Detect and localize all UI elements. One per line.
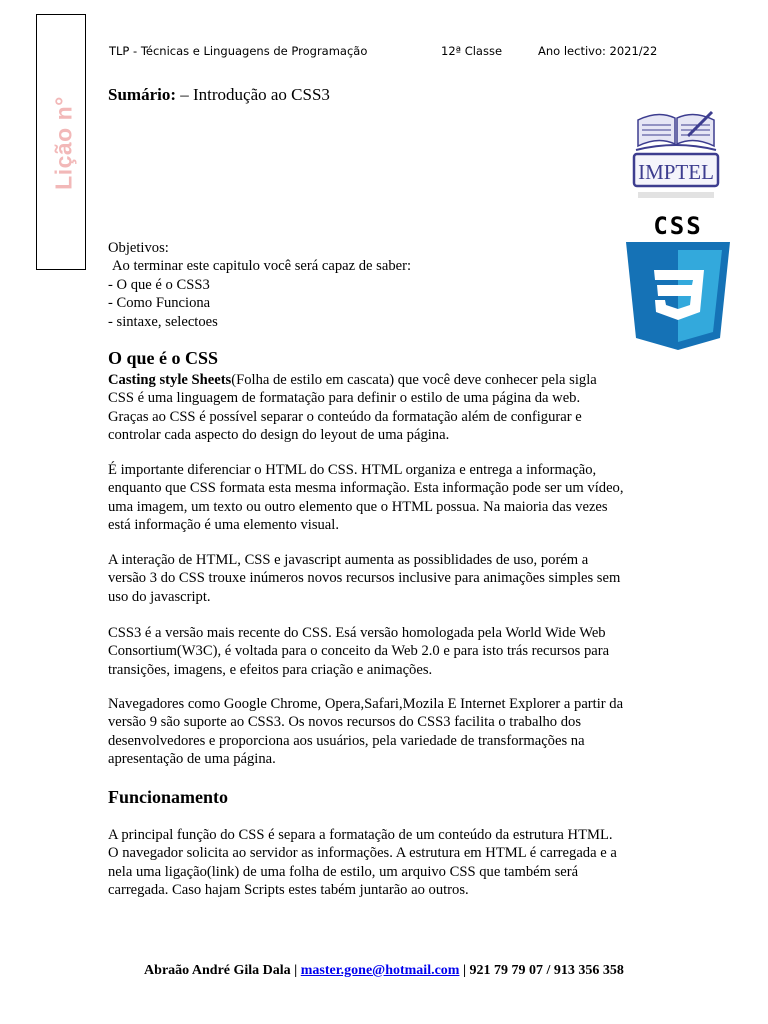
objective-item: - Como Funciona: [108, 295, 211, 312]
paragraph: [108, 461, 668, 535]
css-logo-text: CSS: [653, 212, 703, 240]
paragraph: [108, 826, 668, 900]
paragraph: [108, 371, 668, 445]
text-line: uma imagem, um texto ou outro elemento que o HTML possua. Na maioria das vezes: [108, 498, 608, 515]
text-line: carregada. Caso hajam Scripts estes tabém juntarão ao outros.: [108, 882, 469, 899]
text-line: desenvolvedores e proporciona aos usuários, pela variedade de transformações na: [108, 732, 585, 749]
text-line: versão 3 do CSS trouxe inúmeros novos recursos inclusive para animações simples sem: [108, 570, 621, 587]
paragraph: [108, 695, 668, 769]
imptel-logo-text: IMPTEL: [638, 160, 714, 184]
text-line: O navegador solicita ao servidor as informações. A estrutura em HTML é carregada e a: [108, 845, 617, 862]
imptel-logo-icon: [628, 108, 724, 204]
lesson-number-label: Lição n°: [50, 96, 77, 190]
text-line: CSS é uma linguagem de formatação para definir o estilo de uma página da web.: [108, 390, 581, 407]
text-line: apresentação de uma página.: [108, 751, 276, 768]
text-line: Consortium(W3C), é voltada para o conceito da Web 2.0 e para isto trás recursos para: [108, 643, 610, 660]
paragraph: [108, 551, 668, 606]
text-line: (Folha de estilo em cascata) que você deve conhecer pela sigla: [231, 372, 597, 388]
text-line: versão 9 são suporte ao CSS3. Os novos recursos do CSS3 facilita o trabalho dos: [108, 714, 582, 731]
summary-text: – Introdução ao CSS3: [180, 85, 330, 104]
text-line: Graças ao CSS é possível separar o conteúdo da formatação além de configurar e: [108, 408, 582, 425]
summary-line: [108, 85, 330, 105]
objectives-title: Objetivos:: [108, 240, 169, 256]
phone-numbers: | 921 79 79 07 / 913 356 358: [459, 963, 624, 978]
class-level: 12ª Classe: [441, 44, 503, 58]
objectives-intro: Ao terminar este capitulo você será capaz de saber:: [112, 258, 412, 275]
school-year: Ano lectivo: 2021/22: [538, 44, 658, 58]
objective-item: - sintaxe, selectoes: [108, 313, 218, 330]
text-line: nela uma ligação(link) de uma folha de estilo, um arquivo CSS que também será: [108, 863, 579, 880]
text-line: controlar cada aspecto do design do leyout de uma página.: [108, 427, 450, 444]
course-name: TLP - Técnicas e Linguagens de Programação: [109, 44, 368, 58]
author-name: Abraão André Gila Dala |: [144, 963, 301, 978]
text-line: transições, imagens, e efeitos para criação e animações.: [108, 661, 433, 678]
text-line: A interação de HTML, CSS e javascript aumenta as possiblidades de uso, porém a: [108, 552, 589, 568]
text-line: A principal função do CSS é separa a formatação de um conteúdo da estrutura HTML.: [108, 827, 613, 843]
objective-item: - O que é o CSS3: [108, 276, 210, 293]
text-line: está informação é uma elemento visual.: [108, 517, 339, 534]
section-heading-funcionamento: Funcionamento: [108, 787, 229, 807]
text-line: CSS3 é a versão mais recente do CSS. Esá versão homologada pela World Wide Web: [108, 625, 606, 641]
text-line: uso do javascript.: [108, 588, 211, 605]
text-line: É importante diferenciar o HTML do CSS. HTML organiza e entrega a informação,: [108, 462, 597, 478]
page-footer: [0, 963, 768, 979]
paragraph: [108, 624, 668, 679]
objectives-block: [108, 239, 411, 331]
email-link[interactable]: master.gone@hotmail.com: [300, 963, 460, 978]
section-heading-what-is-css: O que é o CSS: [108, 348, 219, 368]
css3-logo-icon: [620, 212, 736, 352]
highlight-term: Casting style Sheets: [108, 372, 232, 388]
text-line: enquanto que CSS formata esta mesma informação. Esta informação pode ser um vídeo,: [108, 480, 624, 497]
summary-label: Sumário:: [108, 85, 176, 104]
text-line: Navegadores como Google Chrome, Opera,Safari,Mozila E Internet Explorer a partir da: [108, 696, 624, 712]
